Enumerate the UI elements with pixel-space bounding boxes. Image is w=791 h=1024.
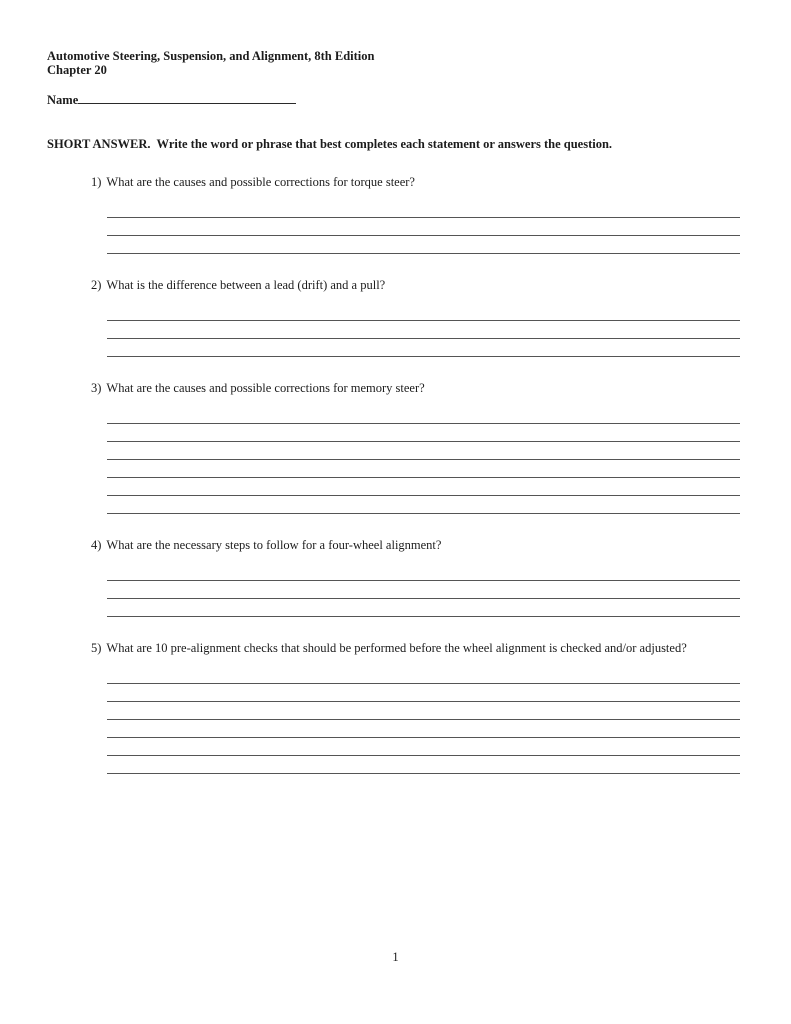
answer-line [107,756,740,774]
answer-line [107,581,740,599]
question-body: What are the causes and possible corrections for memory steer? [106,381,425,395]
question-body: What are 10 pre-alignment checks that should be performed before the wheel alignment is checked and/or adjusted? [106,641,687,655]
question-text [91,175,731,190]
answer-line [107,406,740,424]
question-body: What are the causes and possible corrections for torque steer? [106,175,415,189]
question-text [91,641,731,656]
question-1 [47,175,740,254]
chapter-label: Chapter 20 [47,63,107,77]
answer-line [107,666,740,684]
question-5 [47,641,740,774]
question-3 [47,381,740,514]
answer-lines [107,303,740,357]
question-text [91,538,731,553]
question-text [91,381,731,396]
answer-line [107,218,740,236]
question-number: 2) [91,278,102,292]
answer-line [107,236,740,254]
answer-line [107,684,740,702]
document-title: Automotive Steering, Suspension, and Alignment, 8th Edition [47,49,375,63]
answer-lines [107,666,740,774]
page-number: 1 [392,950,399,964]
answer-lines [107,563,740,617]
question-body: What is the difference between a lead (drift) and a pull? [106,278,386,292]
question-body: What are the necessary steps to follow for a four-wheel alignment? [106,538,442,552]
question-4 [47,538,740,617]
question-number: 3) [91,381,102,395]
name-blank-line [78,91,296,104]
answer-line [107,702,740,720]
answer-line [107,720,740,738]
answer-lines [107,200,740,254]
question-number: 4) [91,538,102,552]
question-2 [47,278,740,357]
question-text [91,278,731,293]
questions-list [47,175,740,774]
name-row [47,91,740,107]
answer-line [107,200,740,218]
answer-line [107,321,740,339]
answer-line [107,460,740,478]
name-label: Name [47,93,79,107]
section-heading: SHORT ANSWER. Write the word or phrase that best completes each statement or answers the question. [47,137,613,151]
answer-line [107,738,740,756]
document-header [47,49,740,77]
answer-line [107,424,740,442]
question-number: 1) [91,175,102,189]
answer-line [107,496,740,514]
question-number: 5) [91,641,102,655]
answer-line [107,303,740,321]
answer-line [107,339,740,357]
answer-line [107,442,740,460]
answer-line [107,563,740,581]
answer-lines [107,406,740,514]
answer-line [107,599,740,617]
answer-line [107,478,740,496]
